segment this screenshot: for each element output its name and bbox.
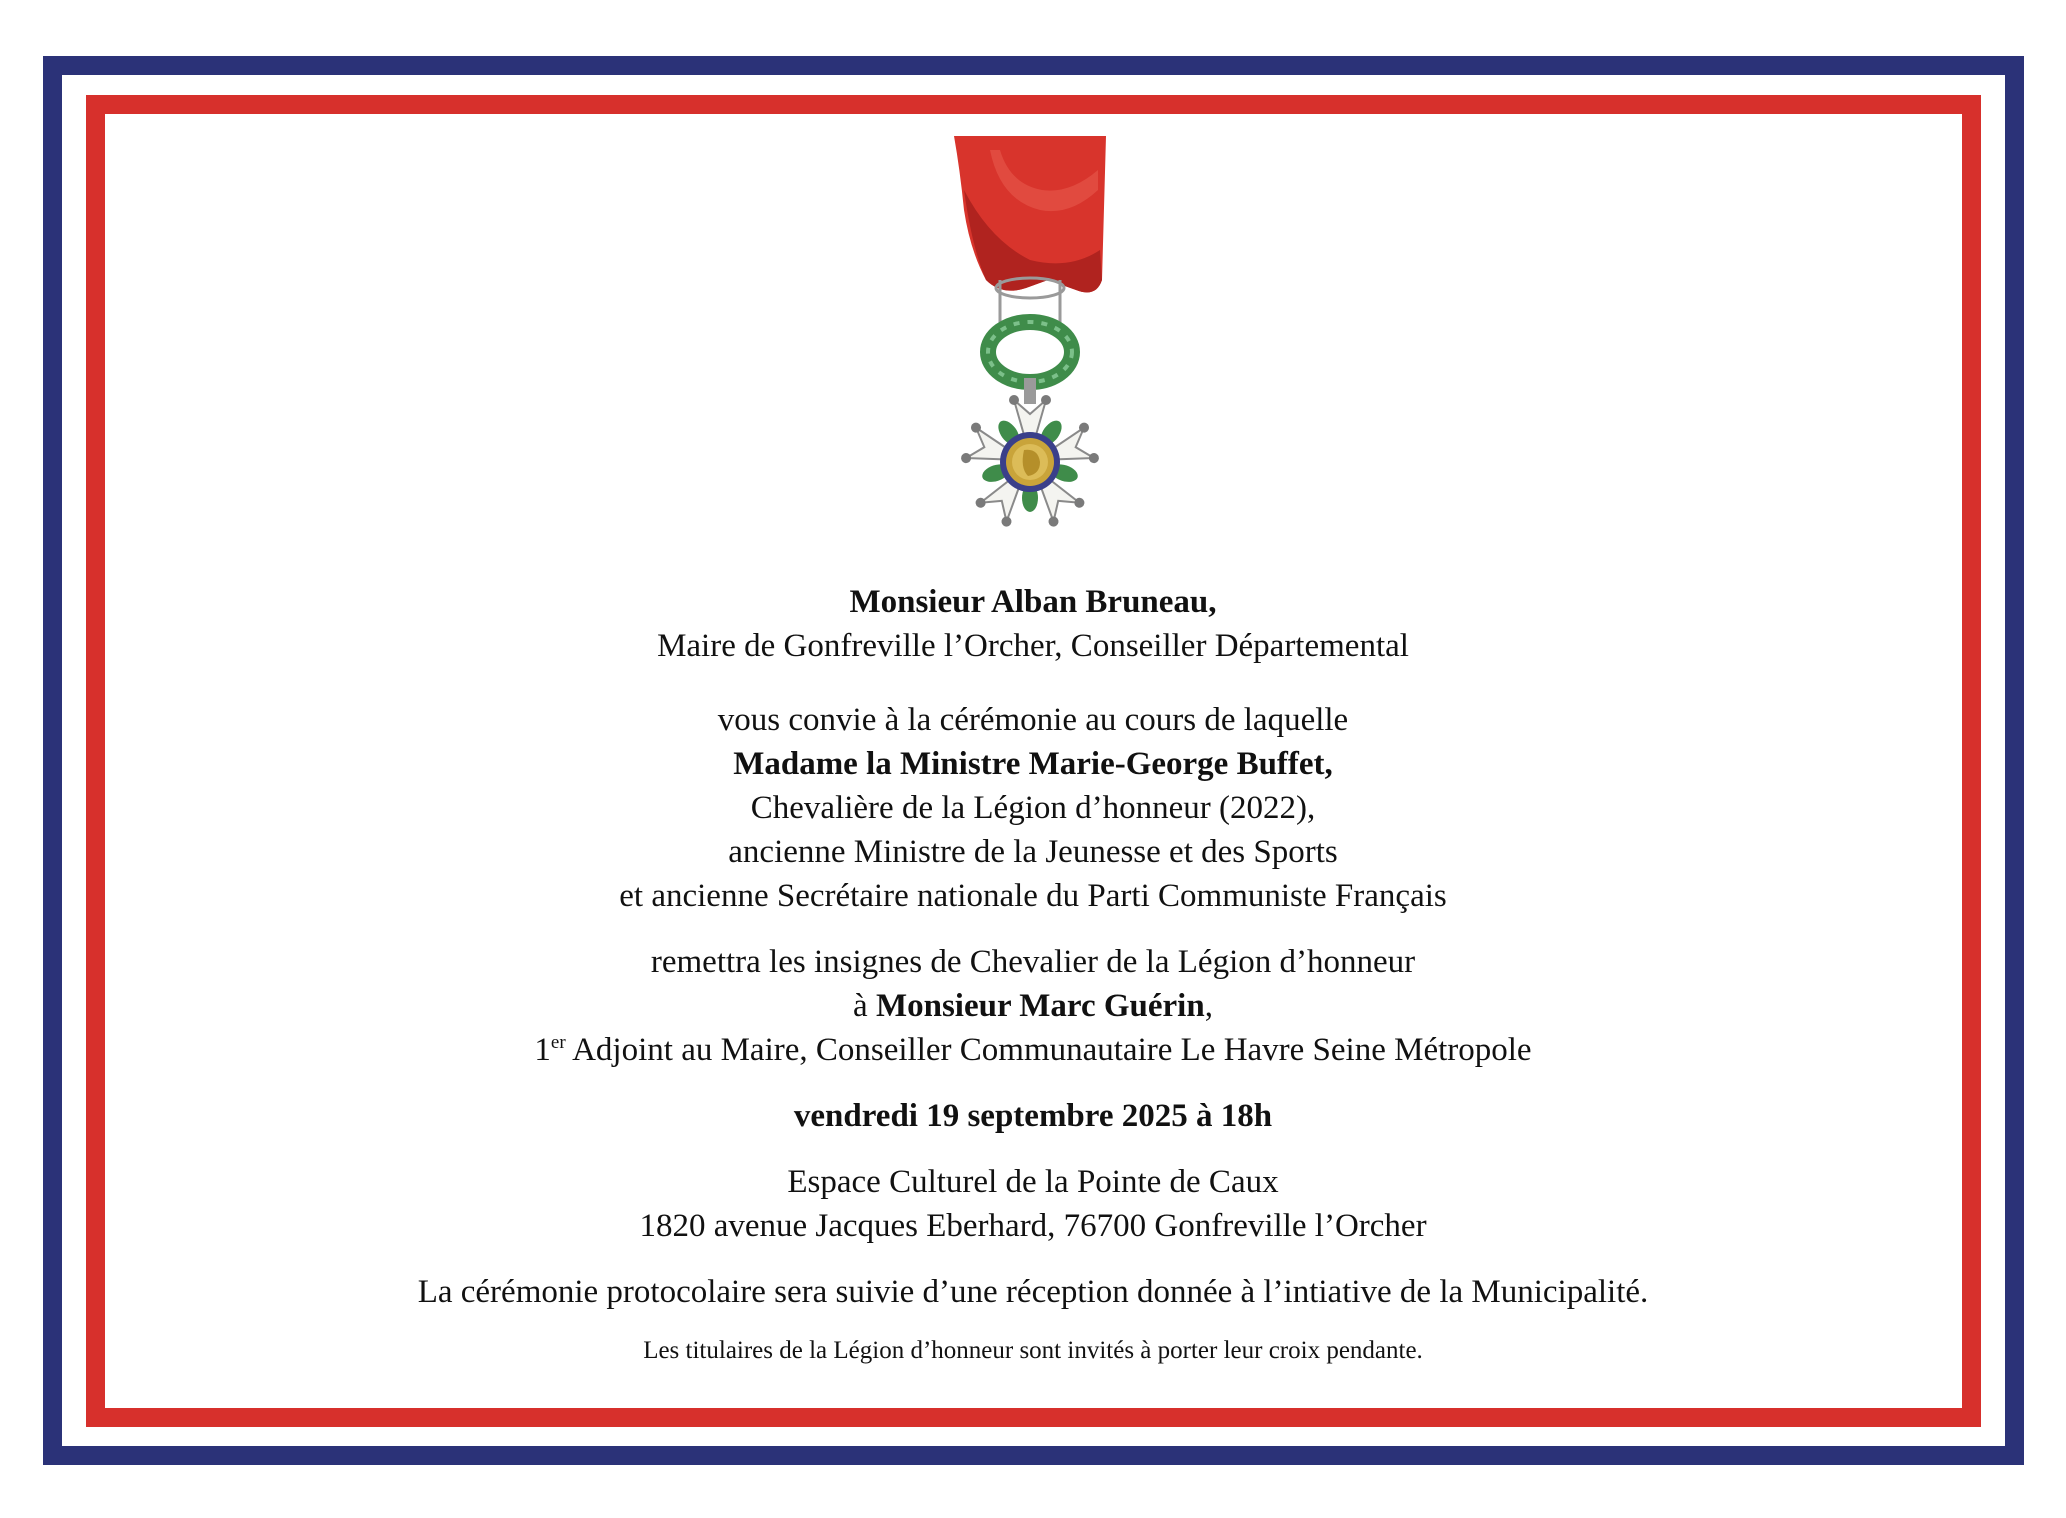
presenter-name: Madame la Ministre Marie-George Buffet: [733, 746, 1325, 782]
host-name-line: [130, 580, 1936, 624]
recipient-prefix: à: [853, 988, 876, 1024]
presenter-name-line: [130, 742, 1936, 786]
venue-name: Espace Culturel de la Pointe de Caux: [787, 1164, 1279, 1200]
event-datetime: vendredi 19 septembre 2025 à 18h: [793, 1098, 1273, 1134]
role-number: 1: [534, 1032, 551, 1068]
host-name-suffix: ,: [1208, 584, 1217, 620]
award-line-1: remettra les insignes de Chevalier de la Légion d’honneur: [650, 944, 1416, 980]
invitation-intro: vous convie à la cérémonie au cours de laquelle: [717, 702, 1349, 738]
role-text: Adjoint au Maire, Conseiller Communautaire Le Havre Seine Métropole: [565, 1032, 1532, 1068]
host-name: Monsieur Alban Bruneau: [849, 584, 1209, 620]
presenter-line-1: Chevalière de la Légion d’honneur (2022),: [750, 790, 1316, 826]
host-title: Maire de Gonfreville l’Orcher, Conseiller Départemental: [657, 628, 1409, 664]
legion-honneur-medal-image: [930, 130, 1150, 550]
medal-cross: [960, 395, 1100, 529]
presenter-line-2: ancienne Ministre de la Jeunesse et des Sports: [728, 834, 1338, 870]
role-superscript: er: [550, 1032, 566, 1053]
recipient-line: [130, 984, 1936, 1028]
recipient-suffix: ,: [1204, 988, 1213, 1024]
presenter-line-3: et ancienne Secrétaire nationale du Parti Communiste Français: [619, 878, 1447, 914]
recipient-role-line: [130, 1028, 1936, 1072]
presenter-name-suffix: ,: [1324, 746, 1333, 782]
reception-note: La cérémonie protocolaire sera suivie d’une réception donnée à l’intiative de la Municipalité.: [417, 1274, 1649, 1310]
dress-note: Les titulaires de la Légion d’honneur sont invités à porter leur croix pendante.: [643, 1337, 1423, 1364]
venue-address: 1820 avenue Jacques Eberhard, 76700 Gonfreville l’Orcher: [639, 1208, 1427, 1244]
recipient-name: Monsieur Marc Guérin: [875, 988, 1205, 1024]
